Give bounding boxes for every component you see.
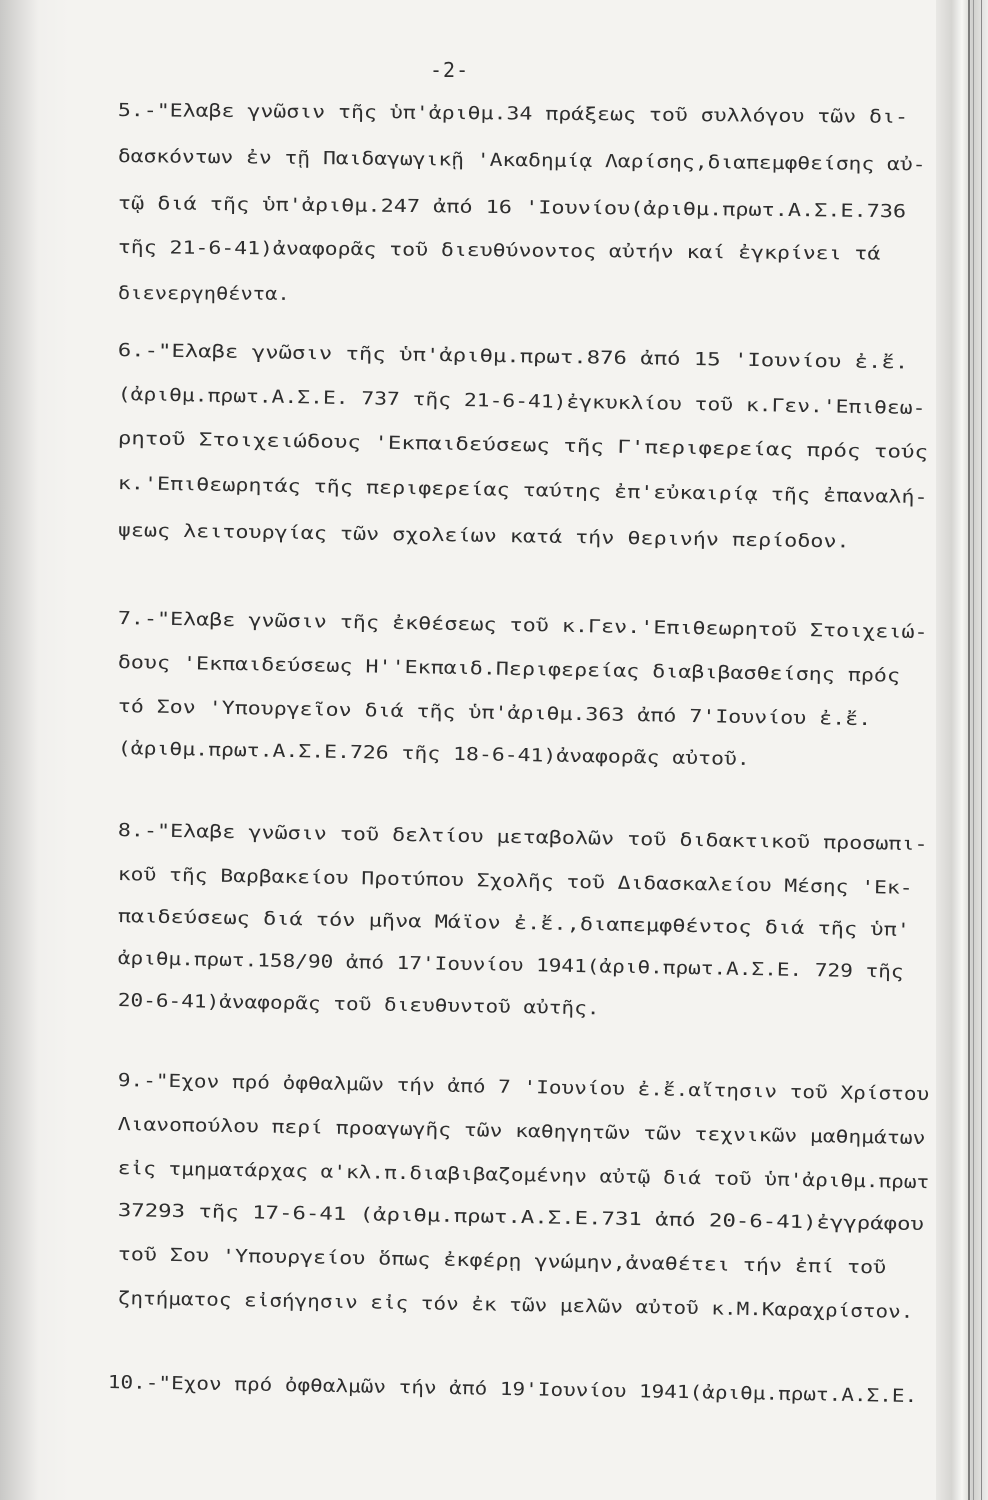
paragraph-8-line: κοῦ τῆς Βαρβακείου Προτύπου Σχολῆς τοῦ Διδασκαλείου Μέσης 'Εκ- [117,864,913,899]
paragraph-5-line: διενεργηθέντα. [117,283,290,305]
paragraph-6-line: ψεως λειτουργίας τῶν σχολείων κατά τήν θερινήν περίοδον. [117,520,850,553]
paragraph-5-line: 5.-"Ελαβε γνῶσιν τῆς ὑπ'ἀριθμ.34 πράξεως τοῦ συλλόγου τῶν δι- [117,100,909,128]
paragraph-8-line: παιδεύσεως διά τόν μῆνα Μάϊον ἐ.ἔ.,διαπεμφθέντος διά τῆς ὑπ' [117,906,911,941]
paragraph-6-line: (ἀριθμ.πρωτ.Α.Σ.Ε. 737 τῆς 21-6-41)ἐγκυκλίου τοῦ κ.Γεν.'Επιθεω- [117,384,926,420]
paragraph-7-line: (ἀριθμ.πρωτ.Α.Σ.Ε.726 τῆς 18-6-41)ἀναφορᾶς αὐτοῦ. [117,738,750,771]
paragraph-6-line: ρητοῦ Στοιχειώδους 'Εκπαιδεύσεως τῆς Γ'περιφερείας πρός τούς [117,428,929,464]
paragraph-5-line: δασκόντων ἐν τῇ Παιδαγωγικῇ 'Ακαδημίᾳ Λαρίσης,διαπεμφθείσης αὐ- [117,146,926,176]
paragraph-8-line: 8.-"Ελαβε γνῶσιν τοῦ δελτίου μεταβολῶν τοῦ διδακτικοῦ προσωπι- [117,820,928,856]
paragraph-7-line: τό Σον 'Υπουργεῖον διά τῆς ὑπ'ἀριθμ.363 ἀπό 7'Ιουνίου ἐ.ἔ. [117,696,872,731]
paragraph-6-line: κ.'Επιθεωρητάς τῆς περιφερείας ταύτης ἐπ'εὐκαιρίᾳ τῆς ἐπαναλή- [117,473,928,509]
paragraph-6-line: 6.-"Ελαβε γνῶσιν τῆς ὑπ'ἀριθμ.πρωτ.876 ἀπό 15 'Ιουνίου ἐ.ἔ. [117,340,909,374]
page-shadow-left [0,0,70,1500]
paragraph-9-line: τοῦ Σου 'Υπουργείου ὅπως ἐκφέρῃ γνώμην,ἀναθέτει τήν ἐπί τοῦ [117,1244,887,1279]
paragraph-7-line: 7.-"Ελαβε γνῶσιν τῆς ἐκθέσεως τοῦ κ.Γεν.'Επιθεωρητοῦ Στοιχειώ- [117,608,928,644]
paragraph-9-line: ζητήματος εἰσήγησιν εἰς τόν ἐκ τῶν μελῶν αὐτοῦ κ.Μ.Καραχρίστον. [117,1288,914,1323]
paragraph-9-line: 37293 τῆς 17-6-41 (ἀριθμ.πρωτ.Α.Σ.Ε.731 ἀπό 20-6-41)ἐγγράφου [117,1200,925,1236]
paragraph-8-line: ἀριθμ.πρωτ.158/90 ἀπό 17'Ιουνίου 1941(ἀριθ.πρωτ.Α.Σ.Ε. 729 τῆς [117,948,904,983]
paragraph-9-line: Λιανοπούλου περί προαγωγῆς τῶν καθηγητῶν τῶν τεχνικῶν μαθημάτων [117,1114,926,1150]
paragraph-7-line: δους 'Εκπαιδεύσεως Η''Εκπαιδ.Περιφερείας διαβιβασθείσης πρός [117,652,901,687]
paragraph-8-line: 20-6-41)ἀναφορᾶς τοῦ διευθυντοῦ αὐτῆς. [117,990,600,1020]
paragraph-10-line: 10.-"Εχον πρό ὀφθαλμῶν τήν ἀπό 19'Ιουνίου 1941(ἀριθμ.πρωτ.Α.Σ.Ε. [107,1372,918,1408]
binding-line [973,0,974,1500]
paragraph-9-line: 9.-"Εχον πρό ὀφθαλμῶν τήν ἀπό 7 'Ιουνίου ἐ.ἔ.αἴτησιν τοῦ Χρίστου [117,1070,930,1106]
binding-line [981,0,982,1500]
paragraph-5-line: τῷ διά τῆς ὑπ'ἀριθμ.247 ἀπό 16 'Ιουνίου(ἀριθμ.πρωτ.Α.Σ.Ε.736 [117,193,907,223]
binding-line [968,0,970,1500]
page-number: -2- [430,58,470,82]
paragraph-5-line: τῆς 21-6-41)ἀναφορᾶς τοῦ διευθύνοντος αὐτήν καί ἐγκρίνει τά [117,237,881,265]
paragraph-9-line: εἰς τμηματάρχας α'κλ.π.διαβιβαζομένην αὐτῷ διά τοῦ ὑπ'ἀριθμ.πρωτ [117,1158,930,1194]
